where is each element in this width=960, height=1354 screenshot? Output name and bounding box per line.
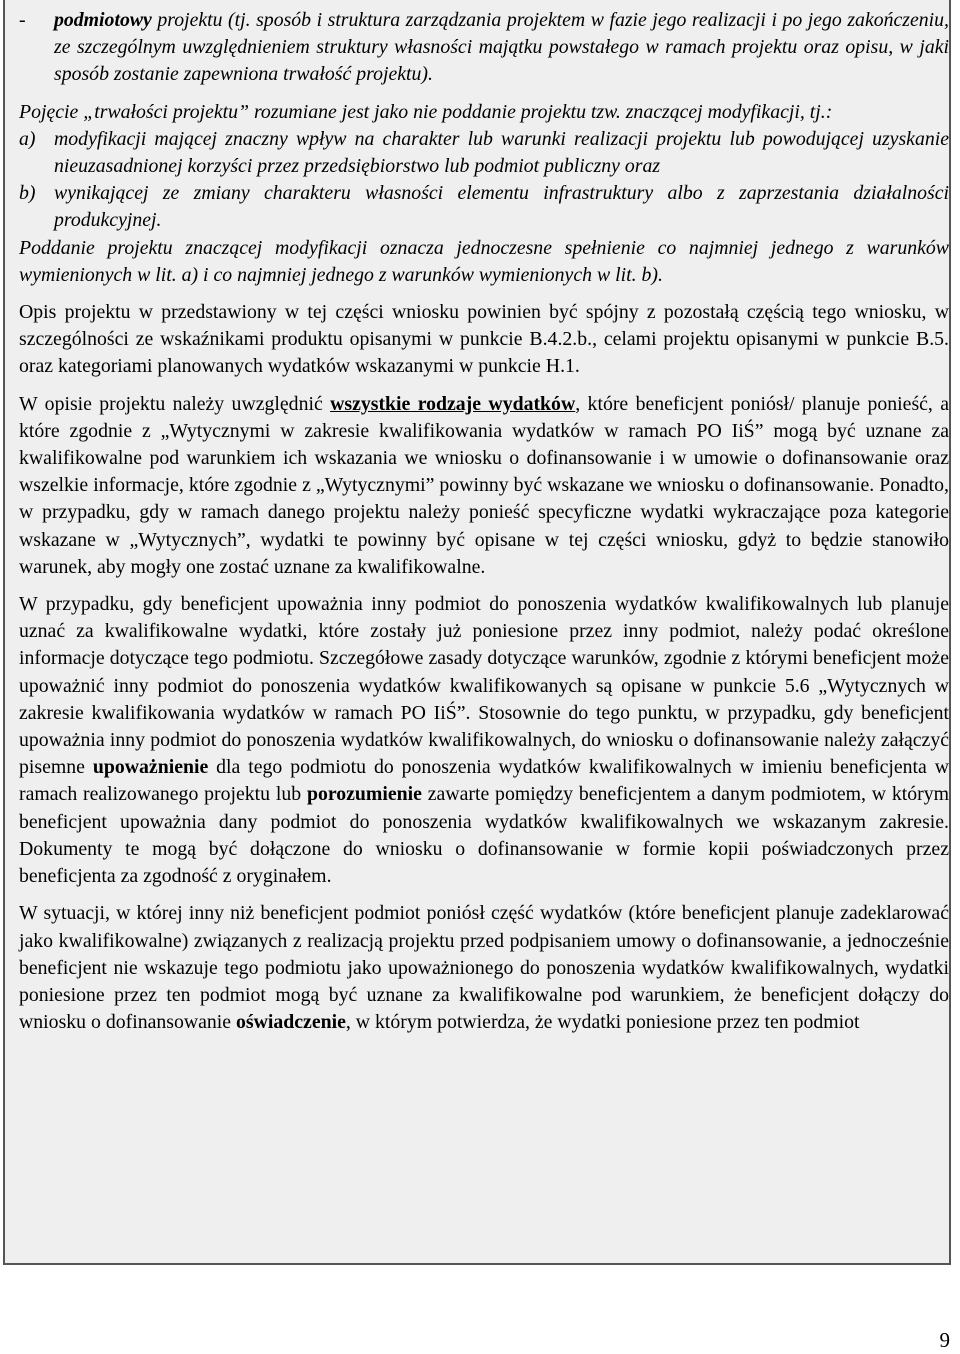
- paragraph-1: Opis projektu w przedstawiony w tej części wniosku powinien być spójny z pozostałą częścią tego wniosku, w szczególności ze wskaźnikami produktu opisanymi w punkcie B.4.2.b., celami projektu opisanymi w punkcie B.5. oraz kategoriami planowanych wydatków wskazanymi w punkcie H.1.: [19, 301, 949, 378]
- list-item-text: projektu (tj. sposób i struktura zarządzania projektem w fazie jego realizacji i po jego zakończeniu, ze szczególnym uwzględnieniem struktury własności majątku powstałego w ramach projektu oraz opisu, w jaki sposób zostanie zapewniona trwałość projektu).: [54, 9, 949, 86]
- paragraph-3-emphasis-2: porozumienie: [306, 783, 422, 806]
- list-dash: -: [19, 9, 26, 31]
- point-a-text: modyfikacji mającej znaczny wpływ na charakter lub warunki realizacji projektu lub powodującej uzyskanie nieuzasadnionej korzyści przez przedsiębiorstwo lub podmiot publiczny oraz: [54, 127, 949, 178]
- paragraph-2-text-b: , które beneficjent poniósł/ planuje ponieść, a które zgodnie z „Wytycznymi w zakresie kwalifikowania wydatków w ramach PO IiŚ” mogą być uznane za kwalifikowalne pod warunkiem ich wskazania we wniosku o dofinansowanie i w umowie o dofinansowanie oraz wszelkie informacje, które zgodnie z „Wytycznymi” powinny być wskazane we wniosku o dofinansowanie. Ponadto, w przypadku, gdy w ramach danego projektu należy ponieść specyficzne wydatki wykraczające poza kategorie wskazane w „Wytycznych”, wydatki te powinny być opisane w tej części wniosku, gdyż to będzie stanowiło warunek, aby mogły one zostać uznane za kwalifikowalne.: [19, 392, 950, 578]
- paragraph-2-emphasis: wszystkie rodzaje wydatków: [330, 392, 576, 415]
- modification-note: Poddanie projektu znaczącej modyfikacji oznacza jednoczesne spełnienie co najmniej jednego z warunków wymienionych w lit. a) i co najmniej jednego z warunków wymienionych w lit. b).: [19, 236, 949, 286]
- paragraph-2-text-a: W opisie projektu należy uwzględnić: [19, 392, 331, 415]
- point-b-label: b): [19, 182, 36, 205]
- point-b-text: wynikającej ze zmiany charakteru własności elementu infrastruktury albo z zaprzestania działalności produkcyjnej.: [54, 182, 949, 232]
- list-item-podmiotowy: [19, 7, 949, 89]
- list-item-term: podmiotowy: [54, 9, 152, 31]
- durability-intro: Pojęcie „trwałości projektu” rozumiane jest jako nie poddanie projektu tzw. znaczącej modyfikacji, tj.:: [19, 100, 833, 123]
- paragraph-3-emphasis-1: upoważnienie: [92, 756, 209, 779]
- point-a-label: a): [19, 127, 36, 150]
- document-body: [19, 7, 949, 1036]
- paragraph-4-text-a: W sytuacji, w której inny niż beneficjent podmiot poniósł część wydatków (które beneficjent planuje zadeklarować jako kwalifikowalne) związanych z realizacją projektu przed podpisaniem umowy o dofinansowanie, a jednocześnie beneficjent nie wskazuje tego podmiotu jako upoważnionego do ponoszenia wydatków kwalifikowalnych, wydatki poniesione przez ten podmiot mogą być uznane za kwalifikowalne pod warunkiem, że beneficjent dołączy do wniosku o dofinansowanie: [19, 902, 949, 1034]
- point-b: [19, 180, 949, 234]
- paragraph-3-text-a: W przypadku, gdy beneficjent upoważnia inny podmiot do ponoszenia wydatków kwalifikowalnych lub planuje uznać za kwalifikowalne wydatki, które zostały już poniesione przez inny podmiot, należy podać określone informacje dotyczące tego podmiotu. Szczegółowe zasady dotyczące warunków, zgodnie z którymi beneficjent może upoważnić inny podmiot do ponoszenia wydatków kwalifikowanych są opisane w punkcie 5.6 „Wytycznych w zakresie kwalifikowania wydatków w ramach PO IiŚ”. Stosownie do tego punktu, w przypadku, gdy beneficjent upoważnia inny podmiot do ponoszenia wydatków kwalifikowalnych, do wniosku o dofinansowanie należy załączyć pisemne: [19, 593, 949, 779]
- point-a: [19, 126, 949, 180]
- content-box: [3, 0, 951, 1265]
- paragraph-3: [19, 591, 949, 890]
- paragraph-4: [19, 900, 949, 1036]
- paragraph-3-text-c: zawarte pomiędzy beneficjentem a danym podmiotem, w którym beneficjent upoważnia dany podmiot do ponoszenia wydatków kwalifikowalnych we wskazanym zakresie. Dokumenty te mogą być dołączone do wniosku o dofinansowanie w formie kopii poświadczonych przez beneficjenta za zgodność z oryginałem.: [19, 783, 949, 888]
- paragraph-2: [19, 391, 949, 581]
- paragraph-4-text-b: , w którym potwierdza, że wydatki poniesione przez ten podmiot: [345, 1011, 860, 1034]
- page-number: 9: [939, 1328, 950, 1352]
- paragraph-3-text-b: dla tego podmiotu do ponoszenia wydatków kwalifikowalnych w imieniu beneficjenta w ramach realizowanego projektu lub: [19, 756, 949, 806]
- paragraph-4-emphasis: oświadczenie: [236, 1011, 346, 1034]
